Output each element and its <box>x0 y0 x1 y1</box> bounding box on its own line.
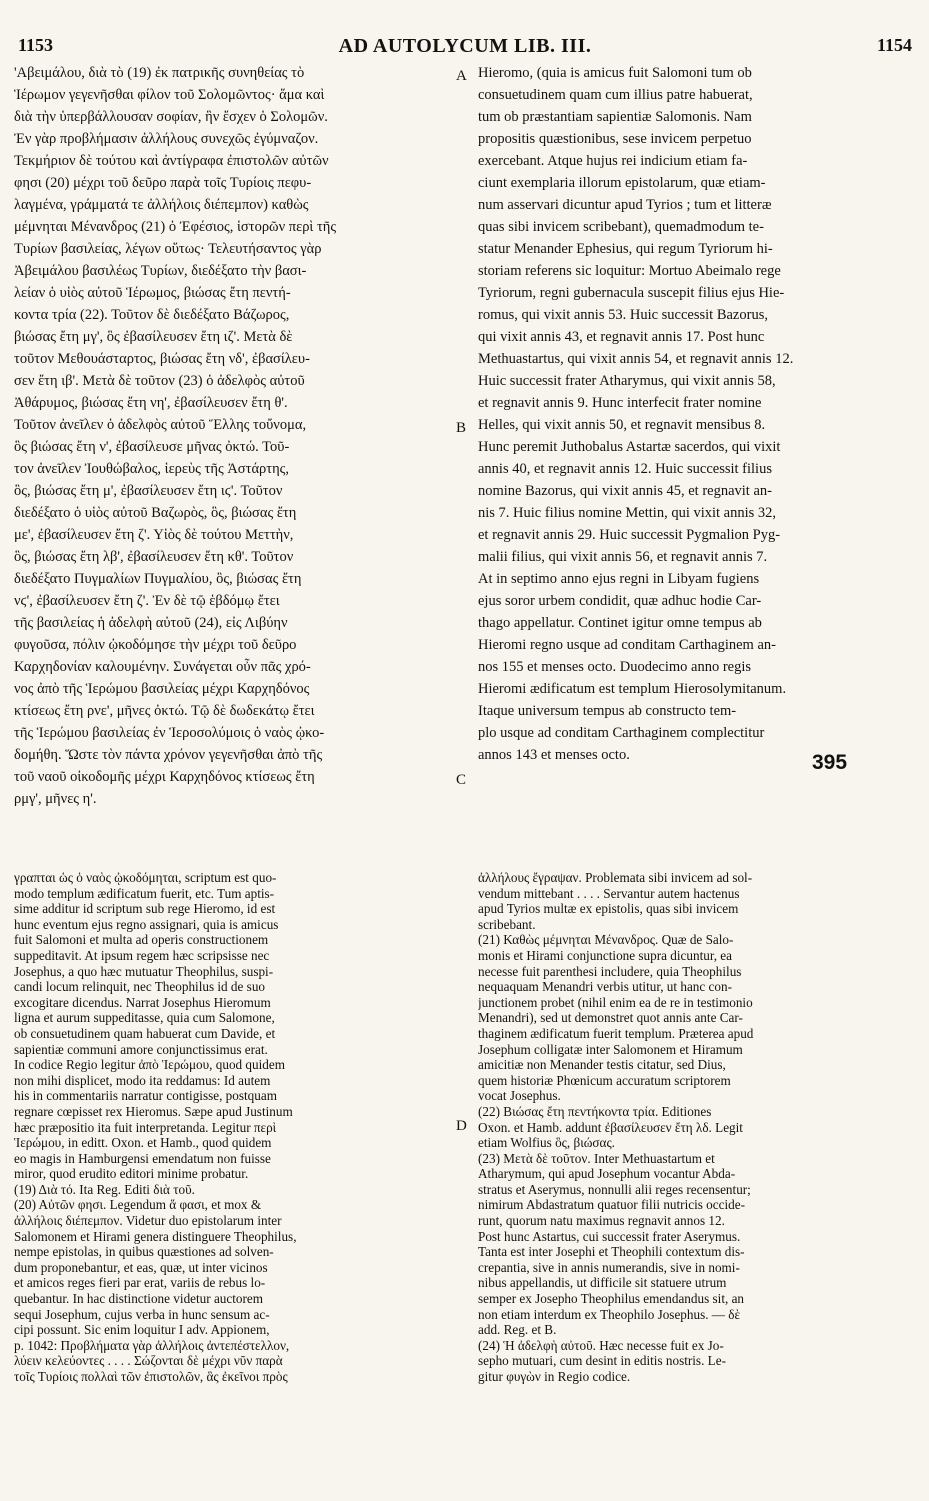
note-line: vocat Josephus. <box>478 1088 561 1104</box>
latin-text-line: Itaque universum tempus ab constructo tem- <box>478 703 737 719</box>
note-line: sime additur id scriptum sub rege Hieromo, id est <box>14 901 276 917</box>
note-line: nempe epistolas, in quibus quæstiones ad solven- <box>14 1244 274 1260</box>
latin-text-line: Huic successit frater Atharymus, qui vixit annis 58, <box>478 373 776 389</box>
notes-left-column <box>14 870 452 1385</box>
note-line: Oxon. et Hamb. addunt ἐβασίλευσεν ἔτη λδ. Legit <box>478 1119 743 1135</box>
greek-text-line: Τοῦτον ἀνεῖλεν ὁ ἀδελφὸς αὐτοῦ Ἕλλης τοὔνομα, <box>14 417 307 433</box>
latin-text-line: Hunc peremit Juthobalus Astartæ sacerdos, qui vixit <box>478 439 781 455</box>
note-line: Atharymum, qui apud Josephum vocantur Abda- <box>478 1166 736 1182</box>
note-line: dum proponebantur, et eas, quæ, ut inter vicinos <box>14 1259 268 1275</box>
latin-text-line: annis 40, et regnavit annis 12. Huic successit filius <box>478 461 772 477</box>
greek-text-line: νϛ', ἐβασίλευσεν ἔτη ζ'. Ἐν δὲ τῷ ἑβδόμῳ ἔτει <box>14 593 280 609</box>
latin-text-line: quas sibi invicem scribebant), quemadmodum te- <box>478 219 764 235</box>
note-line: suppeditavit. At ipsum regem hæc scripsisse nec <box>14 947 270 963</box>
latin-text-line: et regnavit annis 9. Hunc interfecit frater nomine <box>478 395 762 411</box>
note-line: quebantur. In hac distinctione videtur auctorem <box>14 1291 264 1307</box>
greek-text-line: Ἀβειμάλου βασιλέως Τυρίων, διεδέξατο τὴν βασι- <box>14 263 307 279</box>
note-line: cipi possunt. Sic enim loquitur I adv. Appionem, <box>14 1322 270 1338</box>
greek-text-line: διεδέξατο ὁ υἱὸς αὐτοῦ Βαζωρὸς, ὃς, βιώσας ἔτη <box>14 505 297 521</box>
latin-text-line: qui vixit annis 43, et regnavit annis 17. Post hunc <box>478 329 765 345</box>
latin-text-line: malii filius, qui vixit annis 56, et regnavit annis 7. <box>478 549 768 565</box>
note-line: (24) Ἡ ἀδελφὴ αὐτοῦ. Hæc necesse fuit ex Jo- <box>478 1337 724 1353</box>
note-line: candi locum relinquit, nec Theophilus id de suo <box>14 979 266 995</box>
note-line: hunc eventum ejus regno assignari, quia is amicus <box>14 916 279 932</box>
note-line: (19) Διὰ τό. Ita Reg. Editi διὰ τοῦ. <box>14 1181 195 1197</box>
latin-text-line: nomine Bazorus, qui vixit annis 45, et regnavit an- <box>478 483 772 499</box>
note-line: In codice Regio legitur ἀπὸ Ἱερώμου, quod quidem <box>14 1057 285 1073</box>
greek-text-line: δομήθη. Ὥστε τὸν πάντα χρόνον γεγενῆσθαι ἀπὸ τῆς <box>14 747 323 763</box>
latin-text-line: nis 7. Huic filius nomine Mettin, qui vixit annis 32, <box>478 505 777 521</box>
latin-text-line: plo usque ad conditam Carthaginem complectitur <box>478 725 765 741</box>
note-line: (20) Αὐτῶν φησι. Legendum ἅ φασι, et mox & <box>14 1197 262 1213</box>
note-line: thaginem ædificatum fuerit templum. Præterea apud <box>478 1025 754 1041</box>
note-line: et amicos reges fieri par erat, variis de rebus lo- <box>14 1275 266 1291</box>
running-header <box>18 35 912 61</box>
note-line: Josephus, a quo hæc mutuatur Theophilus, suspi- <box>14 963 274 979</box>
greek-text-line: με', ἐβασίλευσεν ἔτη ζ'. Υἱὸς δὲ τούτου Μεττὴν, <box>14 527 294 543</box>
greek-text-line: Τεκμήριον δὲ τούτου καὶ ἀντίγραφα ἐπιστολῶν αὐτῶν <box>14 153 329 169</box>
latin-text-line: annos 143 et menses octo. <box>478 747 630 763</box>
note-line: Tanta est inter Josephi et Theophili contextum dis- <box>478 1244 745 1260</box>
note-line: Post hunc Astartus, cui successit frater Aserymus. <box>478 1228 741 1244</box>
latin-text-line: ejus soror urbem condidit, quæ adhuc hodie Car- <box>478 593 762 609</box>
note-line: τοῖς Τυρίοις πολλαὶ τῶν ἐπιστολῶν, ἃς ἐκεῖνοι πρὸς <box>14 1369 288 1384</box>
note-line: Josephum colligatæ inter Salomonem et Hiramum <box>478 1041 743 1057</box>
greek-text-line: διὰ τὴν ὑπερβάλλουσαν σοφίαν, ἣν ἔσχεν ὁ Σολομῶν. <box>14 109 328 125</box>
note-line: gitur φυγὼν in Regio codice. <box>478 1369 631 1384</box>
greek-text-line: ὃς, βιώσας ἔτη μ', ἐβασίλευσεν ἔτη ιϛ'. Τοῦτον <box>14 483 283 499</box>
greek-text-line: Ἐν γὰρ προβλήμασιν ἀλλήλους συνεχῶς ἐγύμναζον. <box>14 131 319 147</box>
latin-text-line: Hieromi regno usque ad conditam Carthaginem an- <box>478 637 776 653</box>
note-line: eo magis in Hamburgensi emendatum non fuisse <box>14 1150 271 1166</box>
note-line: semper ex Josepho Theophilus emendandus sit, an <box>478 1291 745 1307</box>
greek-text-line: φυγοῦσα, πόλιν ᾠκοδόμησε τὴν μέχρι τοῦ δεῦρο <box>14 637 297 653</box>
latin-text-line: num asservari dicuntur apud Tyrios ; tum et litteræ <box>478 197 772 213</box>
greek-text-line: κοντα τρία (22). Τοῦτον δὲ διεδέξατο Βάζωρος, <box>14 307 290 323</box>
notes-right-column <box>478 870 920 1385</box>
latin-translation-column <box>478 62 920 766</box>
greek-text-line: τῆς βασιλείας ἡ ἀδελφὴ αὐτοῦ (24), εἰς Λιβύην <box>14 615 288 631</box>
note-line: quem historiæ Phœnicum accuratum scriptorem <box>478 1072 731 1088</box>
greek-text-line: διεδέξατο Πυγμαλίων Πυγμαλίου, ὃς, βιώσας ἔτη <box>14 571 302 587</box>
latin-text-line: Hieromo, (quia is amicus fuit Salomoni tum ob <box>478 65 752 81</box>
greek-text-line: τοῦ ναοῦ οἰκοδομῆς μέχρι Καρχηδόνος κτίσεως ἔτη <box>14 769 315 785</box>
latin-text-line: thago appellatur. Continet igitur omne tempus ab <box>478 615 762 631</box>
note-line: γραπται ὡς ὁ ναὸς ᾠκοδόμηται, scriptum est quo- <box>14 870 277 885</box>
note-line: apud Tyrios multæ ex epistolis, quas sibi invicem <box>478 901 739 917</box>
greek-text-line: Τυρίων βασιλείας, λέγων οὕτως· Τελευτήσαντος γὰρ <box>14 241 322 257</box>
note-line: sepho mutuari, cum desint in editis nostris. Le- <box>478 1353 726 1369</box>
greek-text-line: τῆς Ἱερώμου βασιλείας ἐν Ἱεροσολύμοις ὁ ναὸς ᾠκο- <box>14 725 325 741</box>
margin-letter-c: C <box>456 772 467 788</box>
note-line: non etiam interdum ex Theophilo Josephus. — δὲ <box>478 1306 741 1322</box>
greek-text-line: τοῦτον Μεθουάσταρτος, βιώσας ἔτη νδ', ἐβασίλευ- <box>14 351 310 367</box>
note-line: sequi Josephum, cujus verba in hunc sensum ac- <box>14 1306 270 1322</box>
note-line: hæc præpositio ita fuit interpretanda. Legitur περὶ <box>14 1119 277 1135</box>
page-number-right: 1154 <box>876 35 912 55</box>
note-line: nequaquam Menandri verbis utitur, ut hanc con- <box>478 979 732 995</box>
note-line: amicitiæ non Menander testis citatur, sed Dius, <box>478 1057 726 1073</box>
note-line: non mihi displicet, modo ita reddamus: Id autem <box>14 1072 271 1088</box>
note-line: regnare cœpisset rex Hieromus. Sæpe apud Justinum <box>14 1103 293 1119</box>
latin-text-line: consuetudinem quam cum illius patre habuerat, <box>478 87 753 103</box>
note-line: (22) Βιώσας ἔτη πεντήκοντα τρία. Editiones <box>478 1103 712 1119</box>
latin-text-line: storiam referens sic loquitur: Mortuo Abeimalo rege <box>478 263 781 279</box>
note-line: ἀλλήλοις διέπεμπον. Videtur duo epistolarum inter <box>14 1213 282 1229</box>
margin-letter-d: D <box>456 1118 467 1134</box>
note-line: monis et Hirami conjunctione supra dicuntur, ea <box>478 947 732 963</box>
margin-letter-b: B <box>456 420 467 436</box>
note-line: ligna et aurum suppeditasse, quia cum Salomone, <box>14 1010 275 1026</box>
note-line: Ἱερώμου, in editt. Oxon. et Hamb., quod quidem <box>14 1135 272 1151</box>
latin-text-line: romus, qui vixit annis 53. Huic successit Bazorus, <box>478 307 768 323</box>
note-line: Salomonem et Hirami genera distinguere Theophilus, <box>14 1228 297 1244</box>
latin-text-line: ciunt exemplaria illorum epistolarum, quæ etiam- <box>478 175 766 191</box>
note-line: etiam Wolfius ὃς, βιώσας. <box>478 1135 615 1151</box>
margin-letter-a: A <box>456 68 467 84</box>
latin-text-line: exercebant. Atque hujus rei indicium etiam fa- <box>478 153 748 169</box>
greek-text-column <box>14 62 454 810</box>
page-number-left: 1153 <box>18 35 54 55</box>
greek-text-line: φησι (20) μέχρι τοῦ δεῦρο παρὰ τοῖς Τυρίοις πεφυ- <box>14 175 312 191</box>
note-line: p. 1042: Προβλήματα γὰρ ἀλλήλοις ἀντεπέστελλον, <box>14 1337 290 1353</box>
note-line: his in commentariis narratur contigisse, postquam <box>14 1088 277 1104</box>
greek-text-line: Ἀθάρυμος, βιώσας ἔτη νη', ἐβασίλευσεν ἔτη θ'. <box>14 395 288 411</box>
note-line: runt, quorum natu maximus regnavit annos 12. <box>478 1213 725 1229</box>
greek-text-line: μέμνηται Μένανδρος (21) ὁ Ἐφέσιος, ἱστορῶν περὶ τῆς <box>14 219 337 235</box>
latin-text-line: nos 155 et menses octo. Duodecimo anno regis <box>478 659 752 675</box>
greek-text-line: ὃς, βιώσας ἔτη λβ', ἐβασίλευσεν ἔτη κθ'. Τοῦτον <box>14 549 294 565</box>
note-line: modo templum ædificatum fuerit, etc. Tum aptis- <box>14 885 275 901</box>
note-line: (23) Μετὰ δὲ τοῦτον. Inter Methuastartum et <box>478 1150 715 1166</box>
running-title: AD AUTOLYCUM LIB. III. <box>338 35 592 57</box>
note-line: sapientiæ communi amore conjunctissimus erat. <box>14 1041 268 1057</box>
note-line: vendum mittebant . . . . Servantur autem hactenus <box>478 885 740 901</box>
note-line: ob consuetudinem quam habuerat cum Davide, et <box>14 1025 276 1041</box>
note-line: stratus et Aserymus, nonnulli alii reges recensentur; <box>478 1181 751 1197</box>
note-line: excogitare dicendus. Narrat Josephus Hieromum <box>14 994 271 1010</box>
latin-text-line: At in septimo anno ejus regni in Libyam fugiens <box>478 571 760 587</box>
greek-text-line: 'Αβειμάλου, διὰ τὸ (19) ἐκ πατρικῆς συνηθείας τὸ <box>14 65 305 81</box>
note-line: nibus appellandis, ut difficile sit statuere utrum <box>478 1275 727 1291</box>
note-line: (21) Καθὼς μέμνηται Μένανδρος. Quæ de Salo- <box>478 932 734 948</box>
greek-text-line: ρμγ', μῆνες η'. <box>14 791 97 807</box>
latin-text-line: statur Menander Ephesius, qui regum Tyriorum hi- <box>478 241 773 257</box>
greek-text-line: νος ἀπὸ τῆς Ἱερώμου βασιλείας μέχρι Καρχηδόνος <box>14 681 310 697</box>
greek-text-line: κτίσεως ἔτη ρνε', μῆνες ὀκτώ. Τῷ δὲ δωδεκάτῳ ἔτει <box>14 703 315 719</box>
note-line: ἀλλήλους ἔγραψαν. Problemata sibi invicem ad sol- <box>478 870 753 885</box>
note-line: junctionem probet (nihil enim ea de re in testimonio <box>478 994 753 1010</box>
note-line: crepantia, sive in annis numerandis, sive in nomi- <box>478 1259 740 1275</box>
column-number-marker: 395 <box>812 751 848 774</box>
latin-text-line: tum ob præstantiam sapientiæ Salomonis. Nam <box>478 109 752 125</box>
note-line: scribebant. <box>478 916 536 932</box>
note-line: fuit Salomoni et multa ad operis constructionem <box>14 932 269 948</box>
note-line: add. Reg. et B. <box>478 1322 557 1338</box>
greek-text-line: σεν ἔτη ιβ'. Μετὰ δὲ τοῦτον (23) ὁ ἀδελφὸς αὐτοῦ <box>14 373 305 389</box>
latin-text-line: Hieromi ædificatum est templum Hierosolymitanum. <box>478 681 787 697</box>
latin-text-line: Tyriorum, regni gubernacula suscepit filius ejus Hie- <box>478 285 785 301</box>
note-line: nimirum Abdastratum quatuor filii nutricis occide- <box>478 1197 745 1213</box>
note-line: Menandri), sed ut demonstret quot annis ante Car- <box>478 1010 743 1026</box>
greek-text-line: λείαν ὁ υἱὸς αὐτοῦ Ἱέρωμος, βιώσας ἔτη πεντή- <box>14 285 291 301</box>
greek-text-line: λαγμένα, γράμματά τε ἀλλήλοις διέπεμπον) καθὼς <box>14 197 309 213</box>
greek-text-line: Καρχηδονίαν καλουμένην. Συνάγεται οὖν πᾶς χρό- <box>14 659 311 675</box>
greek-text-line: βιώσας ἔτη μγ', ὃς ἐβασίλευσεν ἔτη ιζ'. Μετὰ δὲ <box>14 329 293 345</box>
greek-text-line: ὃς βιώσας ἔτη ν', ἐβασίλευσε μῆνας ὀκτώ. Τοῦ- <box>14 439 290 455</box>
greek-text-line: Ἱέρωμον γεγενῆσθαι φίλον τοῦ Σολομῶντος· ἅμα καὶ <box>14 87 325 103</box>
note-line: λύειν κελεύοντες . . . . Σώζονται δὲ μέχρι νῦν παρὰ <box>14 1353 283 1369</box>
latin-text-line: et regnavit annis 29. Huic successit Pygmalion Pyg- <box>478 527 781 543</box>
greek-text-line: τον ἀνεῖλεν Ἰουθώβαλος, ἱερεὺς τῆς Ἀστάρτης, <box>14 461 290 477</box>
latin-text-line: Methuastartus, qui vixit annis 54, et regnavit annis 12. <box>478 351 794 367</box>
note-line: necesse fuit parenthesi includere, quia Theophilus <box>478 963 742 979</box>
latin-text-line: Helles, qui vixit annis 50, et regnavit mensibus 8. <box>478 417 766 433</box>
latin-text-line: propositis quæstionibus, sese invicem perpetuo <box>478 131 752 147</box>
note-line: miror, quod erudito editori minime probatur. <box>14 1166 249 1182</box>
